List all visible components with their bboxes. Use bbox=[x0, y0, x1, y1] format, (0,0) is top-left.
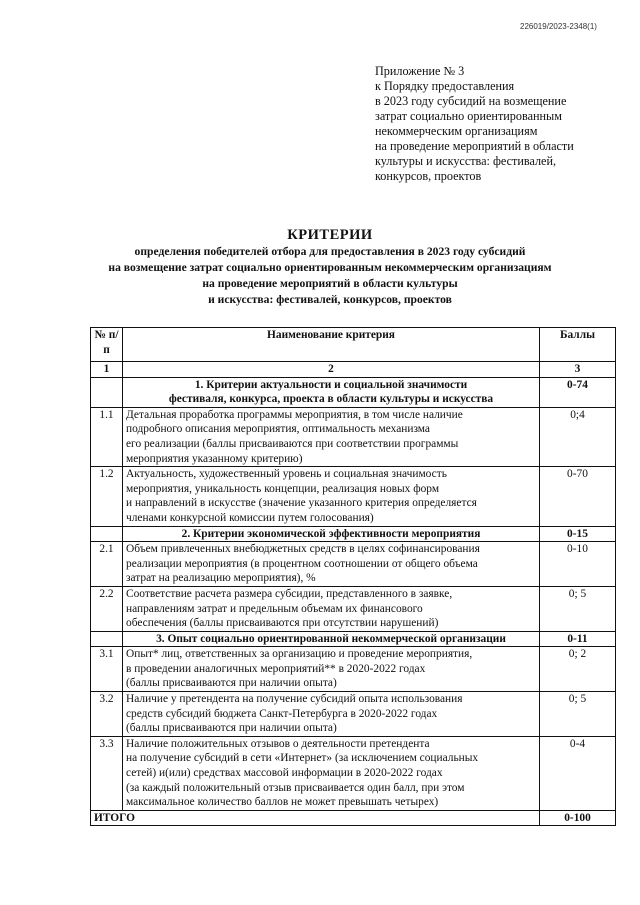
section-title-line: 2. Критерии экономической эффективности мероприятия bbox=[181, 527, 481, 540]
title-line: на проведение мероприятий в области культуры bbox=[202, 277, 458, 290]
criterion-description bbox=[123, 407, 540, 466]
criterion-description bbox=[123, 586, 540, 631]
criterion-row bbox=[91, 736, 616, 810]
criterion-row bbox=[91, 692, 616, 737]
criterion-number: 2.2 bbox=[91, 586, 123, 631]
criterion-score: 0; 5 bbox=[540, 692, 616, 737]
criterion-line: средств субсидий бюджета Санкт-Петербурга в 2020-2022 годах bbox=[126, 707, 438, 720]
header-score: Баллы bbox=[540, 328, 616, 362]
header-number: № п/п bbox=[91, 328, 123, 362]
criterion-line: мероприятия указанному критерию) bbox=[126, 452, 303, 465]
criterion-score: 0;4 bbox=[540, 407, 616, 466]
header-criterion-name: Наименование критерия bbox=[123, 328, 540, 362]
criterion-line: максимальное количество баллов не может превышать четырех) bbox=[126, 796, 439, 809]
criterion-line: направлениям затрат и предельным объемам их финансового bbox=[126, 602, 423, 615]
section-row bbox=[91, 631, 616, 647]
criterion-line: Наличие у претендента на получение субсидий опыта использования bbox=[126, 693, 463, 706]
criterion-number: 3.3 bbox=[91, 736, 123, 810]
criterion-line: на получение субсидий в сети «Интернет» (за исключением социальных bbox=[126, 752, 479, 765]
section-title-line: фестиваля, конкурса, проекта в области культуры и искусства bbox=[168, 393, 494, 406]
table-column-index-row bbox=[91, 362, 616, 378]
criterion-score: 0-70 bbox=[540, 467, 616, 526]
title-line: определения победителей отбора для предоставления в 2023 году субсидий bbox=[134, 245, 526, 258]
criterion-description bbox=[123, 647, 540, 692]
appendix-line: на проведение мероприятий в области bbox=[375, 139, 574, 153]
criterion-line: подробного описания мероприятия, оптимальность механизма bbox=[126, 423, 430, 436]
criterion-score: 0; 5 bbox=[540, 586, 616, 631]
appendix-line: конкурсов, проектов bbox=[375, 169, 482, 183]
criterion-line: Актуальность, художественный уровень и социальная значимость bbox=[126, 468, 447, 481]
criterion-description bbox=[123, 542, 540, 587]
criterion-line: Наличие положительных отзывов о деятельности претендента bbox=[126, 737, 430, 750]
criterion-score: 0; 2 bbox=[540, 647, 616, 692]
document-registration-number: 226019/2023-2348(1) bbox=[520, 22, 597, 31]
section-score: 0-74 bbox=[540, 377, 616, 407]
section-title-line: 3. Опыт социально ориентированной некоммерческой организации bbox=[156, 632, 506, 645]
criteria-table bbox=[90, 327, 616, 826]
section-score: 0-11 bbox=[540, 631, 616, 647]
appendix-line: в 2023 году субсидий на возмещение bbox=[375, 94, 567, 108]
criterion-number: 2.1 bbox=[91, 542, 123, 587]
criterion-number: 3.1 bbox=[91, 647, 123, 692]
criterion-line: Опыт* лиц, ответственных за организацию и проведение мероприятия, bbox=[126, 648, 473, 661]
criterion-line: (баллы присваиваются при наличии опыта) bbox=[126, 722, 337, 735]
criterion-line: мероприятия, уникальность концепции, реализация новых форм bbox=[126, 482, 440, 495]
criterion-line: Детальная проработка программы мероприятия, в том числе наличие bbox=[126, 408, 463, 421]
criterion-line: и направлений в искусстве (значение указанного критерия определяется bbox=[126, 497, 477, 510]
appendix-line: культуры и искусства: фестивалей, bbox=[375, 154, 557, 168]
criterion-line: обеспечения (баллы присваиваются при отсутствии нарушений) bbox=[126, 617, 439, 630]
section-score: 0-15 bbox=[540, 526, 616, 542]
document-title bbox=[60, 226, 600, 308]
section-row bbox=[91, 377, 616, 407]
criterion-description bbox=[123, 736, 540, 810]
column-index: 2 bbox=[123, 362, 540, 378]
section-title bbox=[123, 377, 540, 407]
title-line: и искусства: фестивалей, конкурсов, проектов bbox=[208, 293, 452, 306]
section-number-cell bbox=[91, 631, 123, 647]
appendix-line: некоммерческим организациям bbox=[375, 124, 538, 138]
criterion-row bbox=[91, 542, 616, 587]
criterion-description bbox=[123, 692, 540, 737]
section-number-cell bbox=[91, 526, 123, 542]
criterion-score: 0-4 bbox=[540, 736, 616, 810]
appendix-header bbox=[375, 64, 607, 184]
table-header-row bbox=[91, 328, 616, 362]
column-index: 1 bbox=[91, 362, 123, 378]
criterion-row bbox=[91, 647, 616, 692]
criterion-line: затрат на реализацию мероприятия), % bbox=[126, 572, 316, 585]
column-index: 3 bbox=[540, 362, 616, 378]
criterion-line: его реализации (баллы присваиваются при соответствии программы bbox=[126, 437, 459, 450]
appendix-line: к Порядку предоставления bbox=[375, 79, 515, 93]
section-title bbox=[123, 526, 540, 542]
criterion-line: Соответствие расчета размера субсидии, представленного в заявке, bbox=[126, 587, 453, 600]
criterion-number: 1.2 bbox=[91, 467, 123, 526]
criterion-line: в проведении аналогичных мероприятий** в 2020-2022 годах bbox=[126, 662, 426, 675]
criterion-row bbox=[91, 467, 616, 526]
criterion-line: (баллы присваиваются при наличии опыта) bbox=[126, 677, 337, 690]
criterion-row bbox=[91, 407, 616, 466]
criterion-row bbox=[91, 586, 616, 631]
appendix-line: Приложение № 3 bbox=[375, 64, 465, 78]
criterion-line: (за каждый положительный отзыв присваивается один балл, при этом bbox=[126, 781, 465, 794]
total-row bbox=[91, 810, 616, 826]
total-label: ИТОГО bbox=[91, 810, 540, 826]
section-title-line: 1. Критерии актуальности и социальной значимости bbox=[194, 378, 468, 391]
section-title bbox=[123, 631, 540, 647]
criterion-line: Объем привлеченных внебюджетных средств в целях софинансирования bbox=[126, 543, 480, 556]
section-row bbox=[91, 526, 616, 542]
criterion-line: реализации мероприятия (в процентном соотношении от общего объема bbox=[126, 557, 478, 570]
section-number-cell bbox=[91, 377, 123, 407]
title-line: на возмещение затрат социально ориентированным некоммерческим организациям bbox=[108, 261, 552, 274]
criterion-score: 0-10 bbox=[540, 542, 616, 587]
title-heading: КРИТЕРИИ bbox=[287, 227, 373, 243]
criterion-description bbox=[123, 467, 540, 526]
criterion-line: членами конкурсной комиссии путем голосования) bbox=[126, 511, 374, 524]
appendix-line: затрат социально ориентированным bbox=[375, 109, 562, 123]
total-score: 0-100 bbox=[540, 810, 616, 826]
criterion-number: 1.1 bbox=[91, 407, 123, 466]
criterion-line: сетей) и(или) средствах массовой информации в 2020-2022 годах bbox=[126, 767, 443, 780]
criterion-number: 3.2 bbox=[91, 692, 123, 737]
